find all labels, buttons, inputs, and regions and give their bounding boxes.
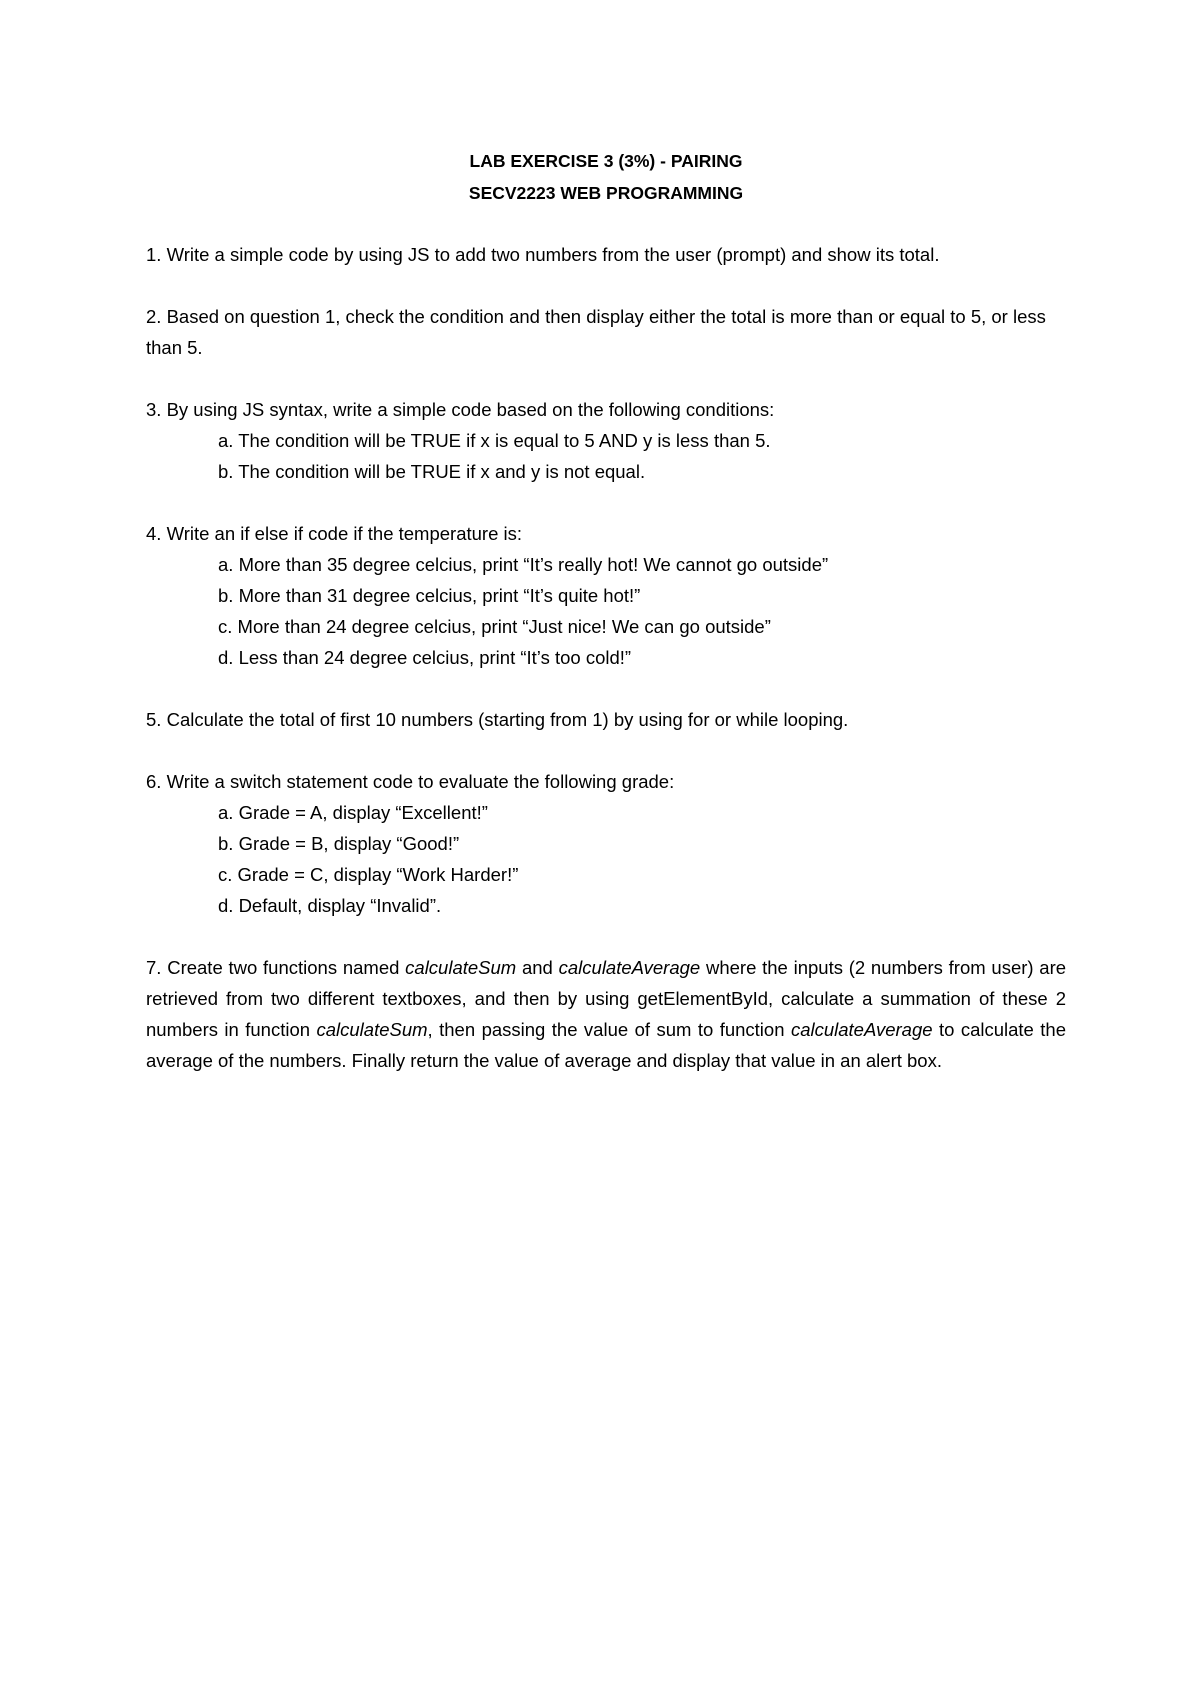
question-stem [146, 394, 1066, 425]
question-stem [146, 518, 1066, 549]
question-number: 3. [146, 399, 162, 420]
sub-question-list [146, 797, 1066, 921]
function-name-sum: calculateSum [405, 957, 517, 978]
question-text: Write an if else if code if the temperature is: [166, 523, 523, 544]
question-number: 5. [146, 709, 162, 730]
question-stem [146, 766, 1066, 797]
question-text-part: and [521, 957, 553, 978]
question-text-part: to calculate the average of the numbers. Finally return the value of average and display that value in an alert box. [146, 1019, 1067, 1071]
question-2 [146, 301, 1066, 363]
sub-question-item: d. Default, display “Invalid”. [218, 895, 442, 916]
document-page [146, 145, 1066, 1107]
question-text: By using JS syntax, write a simple code based on the following conditions: [166, 399, 775, 420]
course-title: SECV2223 WEB PROGRAMMING [468, 183, 744, 203]
question-number: 2. [146, 306, 162, 327]
sub-question-item: b. More than 31 degree celcius, print “It’s quite hot!” [218, 585, 641, 606]
sub-question-item: a. More than 35 degree celcius, print “It’s really hot! We cannot go outside” [218, 554, 829, 575]
function-name-sum: calculateSum [316, 1019, 428, 1040]
question-text: Calculate the total of first 10 numbers (starting from 1) by using for or while looping. [166, 709, 849, 730]
question-number: 6. [146, 771, 162, 792]
question-number: 4. [146, 523, 162, 544]
sub-question-item: a. Grade = A, display “Excellent!” [218, 802, 488, 823]
question-text-part: where the inputs (2 numbers from user) are retrieved from two different textboxes, and then by using getElementById, calculate a summation of these 2 numbers in function [146, 957, 1067, 1040]
document-title: LAB EXERCISE 3 (3%) - PAIRING [469, 151, 743, 171]
sub-question-item: a. The condition will be TRUE if x is equal to 5 AND y is less than 5. [218, 430, 771, 451]
question-text: Write a simple code by using JS to add two numbers from the user (prompt) and show its total. [166, 244, 940, 265]
question-4 [146, 518, 1066, 673]
question-text-part: Create two functions named [167, 957, 400, 978]
question-text: Write a switch statement code to evaluate the following grade: [166, 771, 675, 792]
question-3 [146, 394, 1066, 487]
question-7 [146, 952, 1066, 1076]
question-text: Based on question 1, check the condition and then display either the total is more than or equal to 5, or less than 5. [146, 306, 1046, 358]
question-number: 1. [146, 244, 162, 265]
question-text-part: , then passing the value of sum to function [427, 1019, 785, 1040]
sub-question-item: c. Grade = C, display “Work Harder!” [218, 864, 519, 885]
sub-question-item: d. Less than 24 degree celcius, print “It’s too cold!” [218, 647, 632, 668]
document-header [146, 145, 1066, 209]
sub-question-item: b. Grade = B, display “Good!” [218, 833, 460, 854]
sub-question-list [146, 549, 1066, 673]
question-6 [146, 766, 1066, 921]
function-name-average: calculateAverage [790, 1019, 933, 1040]
sub-question-item: c. More than 24 degree celcius, print “Just nice! We can go outside” [218, 616, 771, 637]
sub-question-item: b. The condition will be TRUE if x and y is not equal. [218, 461, 646, 482]
function-name-average: calculateAverage [558, 957, 701, 978]
question-1 [146, 239, 1066, 270]
sub-question-list [146, 425, 1066, 487]
question-5 [146, 704, 1066, 735]
question-number: 7. [146, 957, 162, 978]
